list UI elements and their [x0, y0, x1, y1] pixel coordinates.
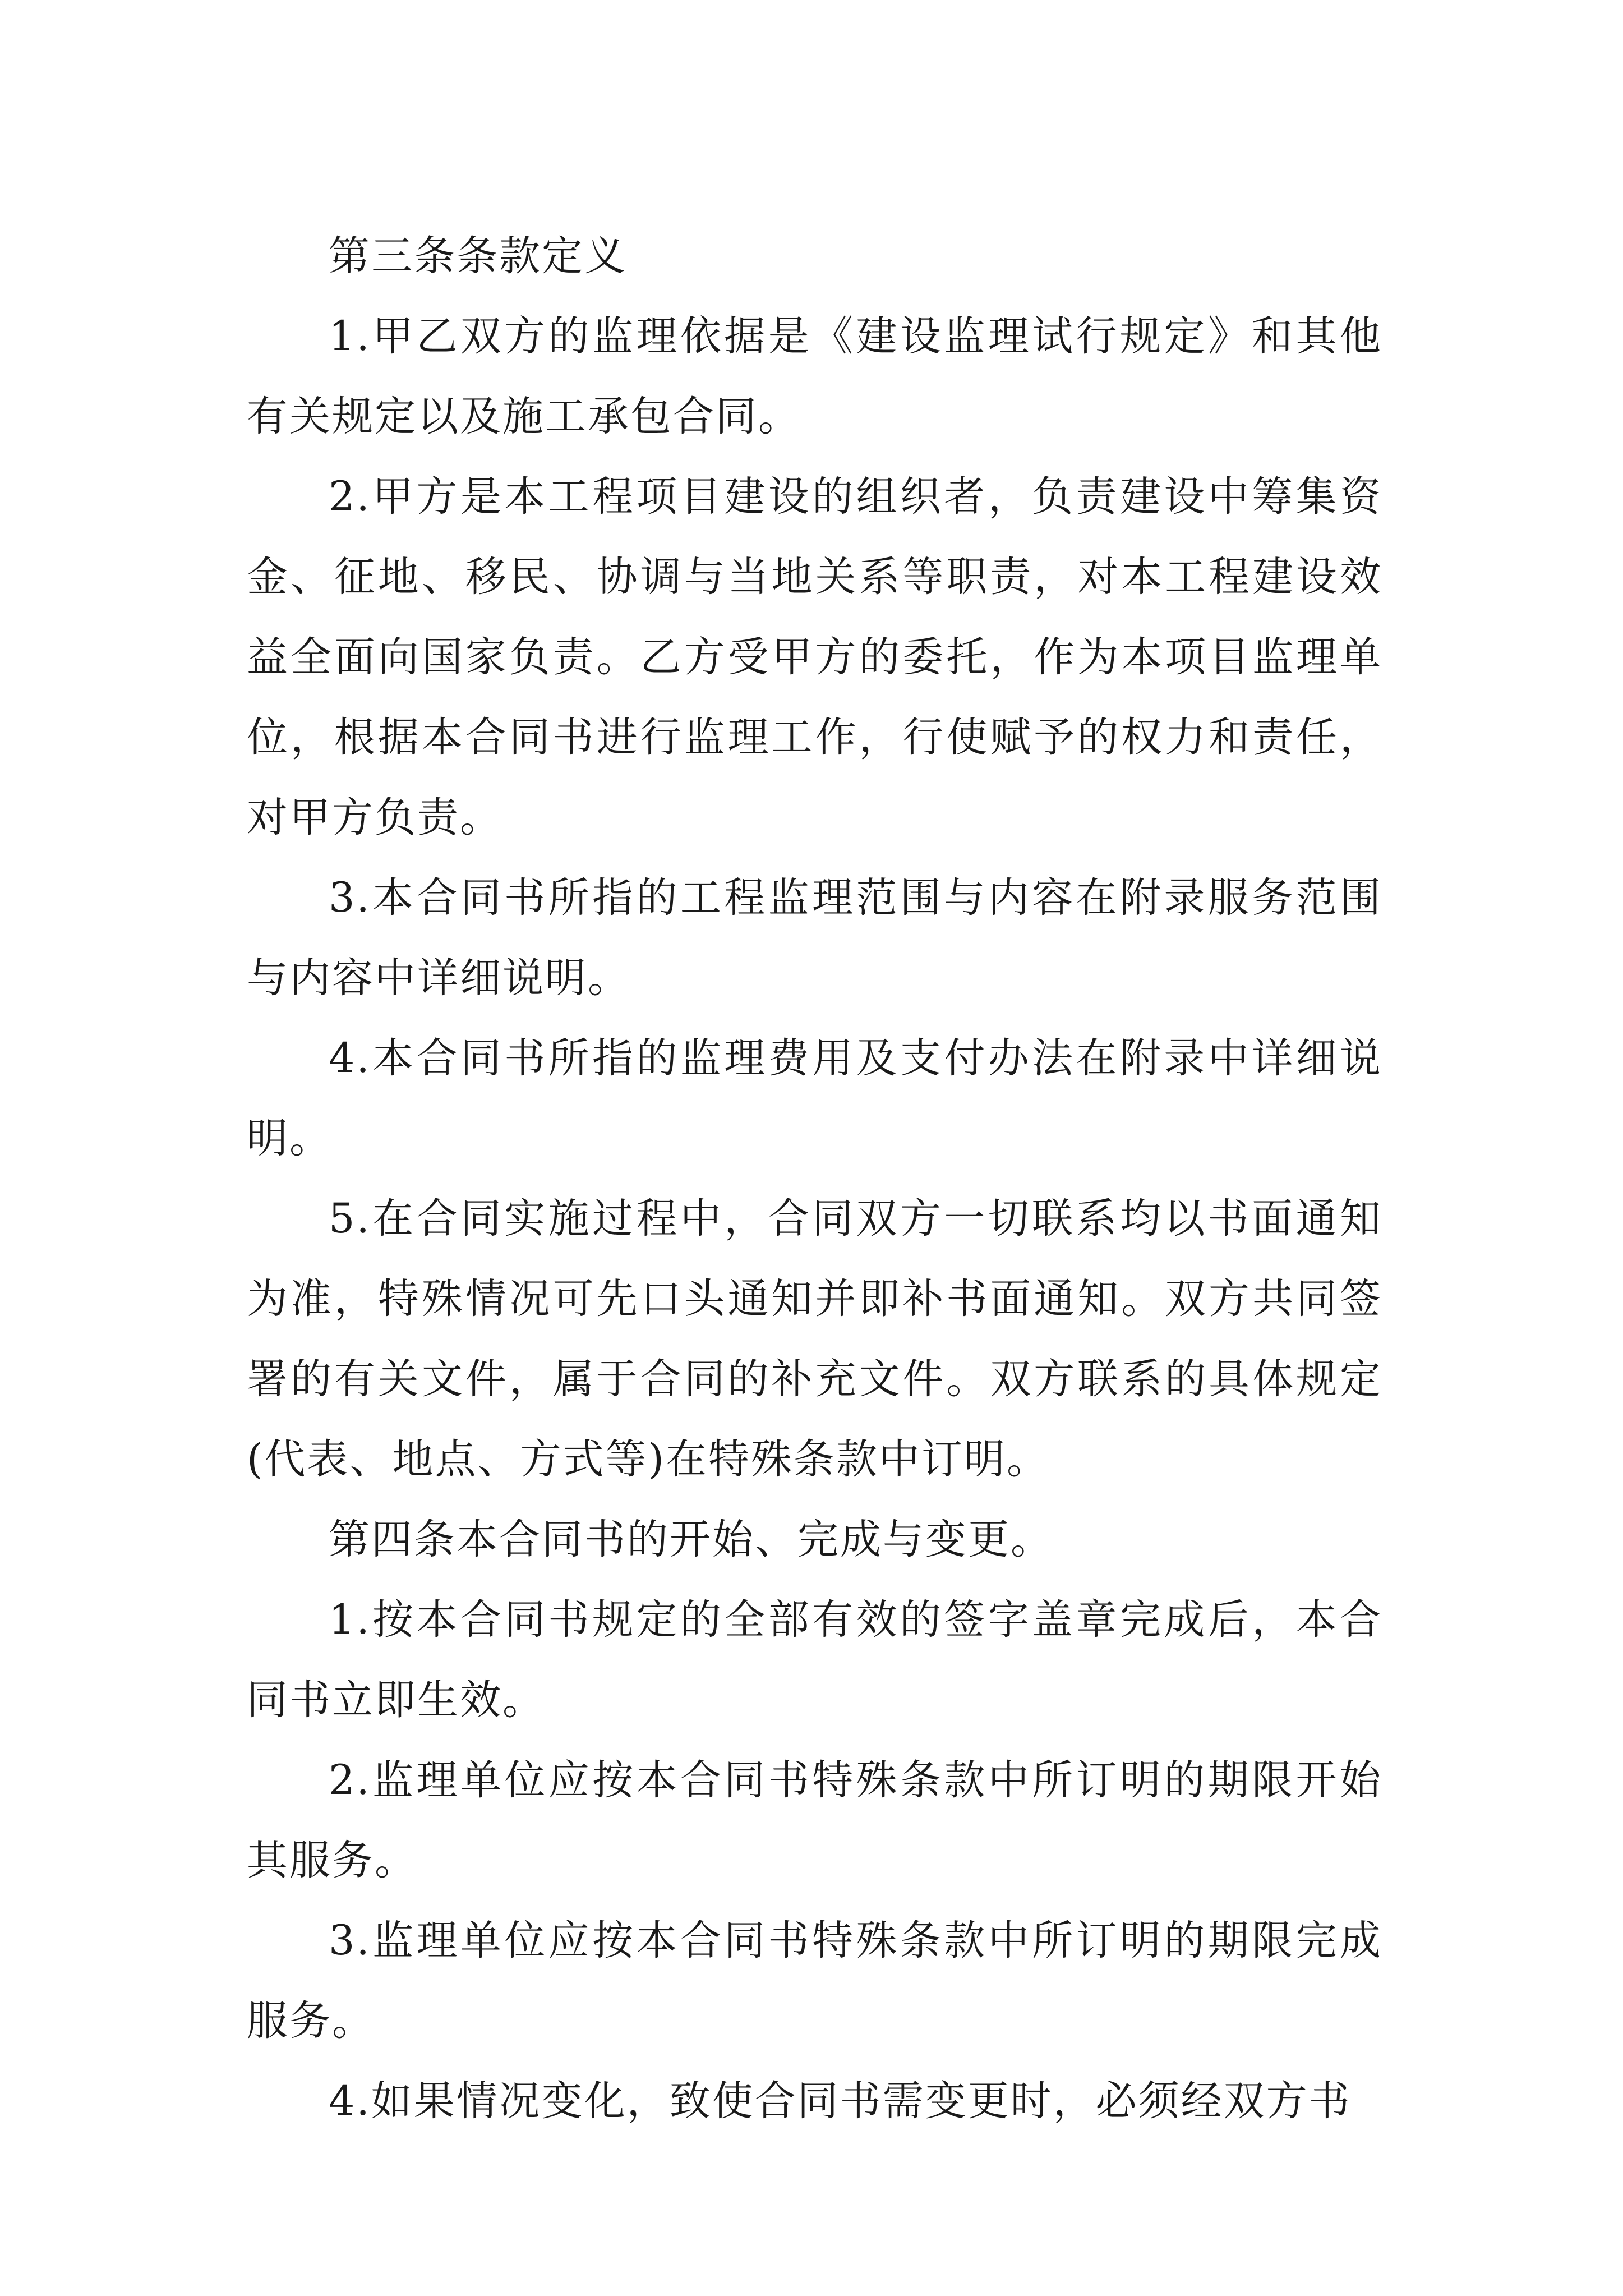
- article-3-clause-4: 4.本合同书所指的监理费用及支付办法在附录中详细说明。: [247, 1034, 1382, 1162]
- article-4-heading: 第四条本合同书的开始、完成与变更。: [329, 1516, 1053, 1563]
- article-4-clause-1: 1.按本合同书规定的全部有效的签字盖章完成后，本合同书立即生效。: [247, 1596, 1382, 1724]
- article-4-clause-2: 2.监理单位应按本合同书特殊条款中所订明的期限开始其服务。: [247, 1756, 1382, 1884]
- document-body: [247, 216, 1382, 2141]
- article-4-clause-4: 4.如果情况变化，致使合同书需变更时，必须经双方书: [329, 2077, 1352, 2125]
- article-4-clause-3: 3.监理单位应按本合同书特殊条款中所订明的期限完成服务。: [247, 1917, 1382, 2045]
- article-3-clause-3: 3.本合同书所指的工程监理范围与内容在附录服务范围与内容中详细说明。: [247, 874, 1382, 1002]
- article-3-clause-5: 5.在合同实施过程中，合同双方一切联系均以书面通知为准，特殊情况可先口头通知并即补书面通知。双方共同签署的有关文件，属于合同的补充文件。双方联系的具体规定(代表、地点、方式等)在特殊条款中订明。: [247, 1195, 1382, 1483]
- article-3-clause-2: 2.甲方是本工程项目建设的组织者，负责建设中筹集资金、征地、移民、协调与当地关系等职责，对本工程建设效益全面向国家负责。乙方受甲方的委托，作为本项目监理单位，根据本合同书进行监理工作，行使赋予的权力和责任，对甲方负责。: [247, 473, 1382, 841]
- article-3-clause-1: 1.甲乙双方的监理依据是《建设监理试行规定》和其他有关规定以及施工承包合同。: [247, 312, 1382, 440]
- article-3-heading: 第三条条款定义: [329, 232, 627, 280]
